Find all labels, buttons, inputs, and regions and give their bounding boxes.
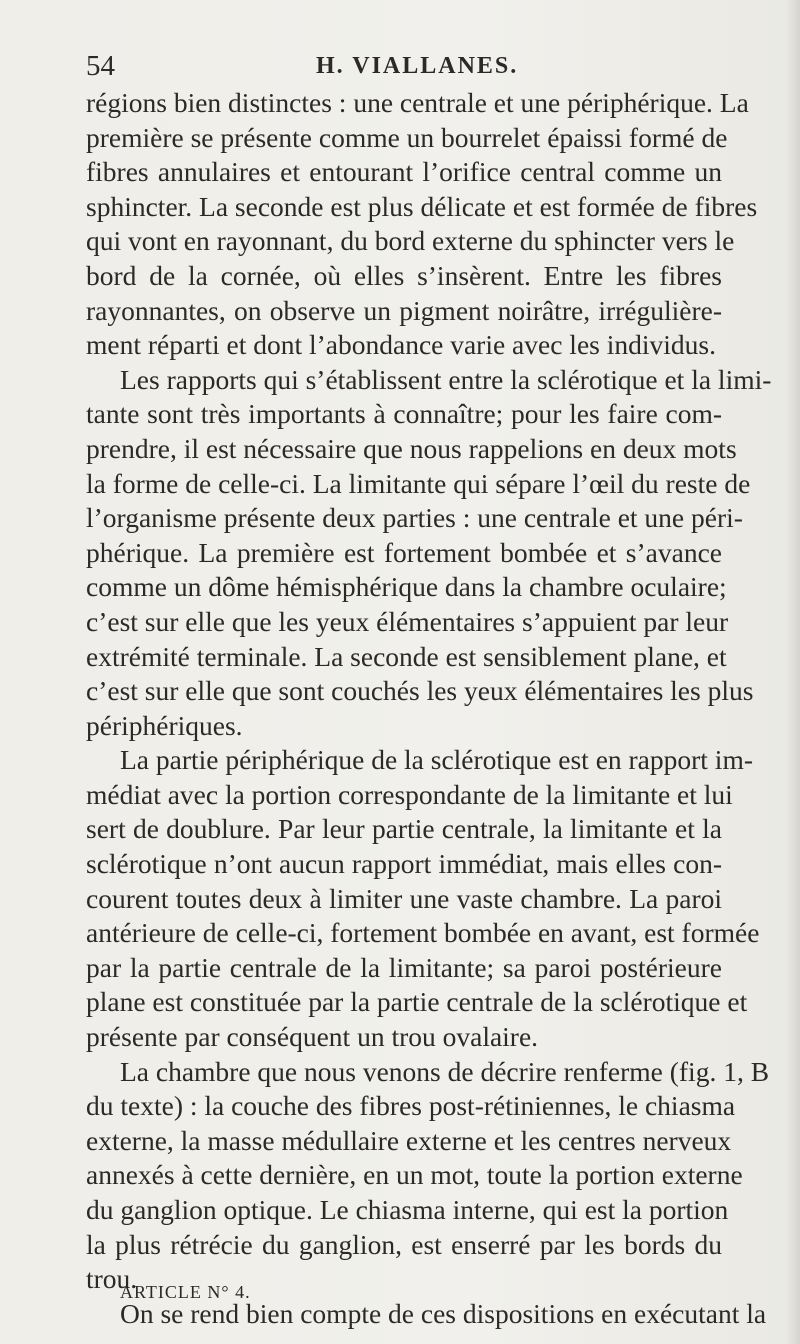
article-signature: ARTICLE N° 4. [120, 1282, 251, 1302]
text-line: Les rapports qui s’établissent entre la sclérotique et la limi- [120, 363, 772, 395]
text-line: La partie périphérique de la sclérotique est en rapport im- [120, 744, 753, 776]
text-line: comme un dôme hémisphérique dans la chambre oculaire; [86, 571, 727, 603]
text-line: c’est sur elle que sont couchés les yeux élémentaires les plus [86, 675, 754, 707]
text-line: annexés à cette dernière, en un mot, toute la portion externe [86, 1159, 743, 1191]
text-line: La chambre que nous venons de décrire renferme (fig. 1, B [120, 1055, 770, 1087]
text-line: antérieure de celle-ci, fortement bombée en avant, est formée [86, 917, 760, 949]
text-line: externe, la masse médullaire externe et les centres nerveux [86, 1124, 732, 1156]
text-line: courent toutes deux à limiter une vaste chambre. La paroi [86, 882, 722, 914]
text-line: qui vont en rayonnant, du bord externe du sphincter vers le [86, 225, 735, 257]
text-line: sclérotique n’ont aucun rapport immédiat, mais elles con- [86, 848, 722, 880]
running-head [86, 46, 706, 86]
text-line: présente par conséquent un trou ovalaire. [86, 1021, 539, 1053]
text-line: sphincter. La seconde est plus délicate et est formée de fibres [86, 190, 758, 222]
text-line: du ganglion optique. Le chiasma interne, qui est la portion [86, 1194, 729, 1225]
text-line: régions bien distinctes : une centrale et une périphérique. La [86, 87, 749, 118]
page-number: 54 [86, 50, 115, 82]
text-line: phérique. La première est fortement bombée et s’avance [86, 536, 722, 568]
text-line: du texte) : la couche des fibres post-rétiniennes, le chiasma [86, 1090, 736, 1122]
text-line: On se rend bien compte de ces dispositions en exécutant la [120, 1297, 767, 1329]
body-text [86, 86, 772, 1331]
text-line: fibres annulaires et entourant l’orifice central comme un [86, 156, 722, 188]
text-line: bord de la cornée, où elles s’insèrent. Entre les fibres [86, 259, 722, 291]
text-line: prendre, il est nécessaire que nous rappelions en deux mots [86, 432, 737, 464]
text-line: l’organisme présente deux parties : une centrale et une péri- [86, 502, 743, 534]
text-line: par la partie centrale de la limitante; sa paroi postérieure [86, 951, 722, 983]
text-line: tante sont très importants à connaître; pour les faire com- [86, 398, 722, 430]
text-line: c’est sur elle que les yeux élémentaires s’appuient par leur [86, 605, 729, 637]
text-line: la forme de celle-ci. La limitante qui sépare l’œil du reste de [86, 467, 751, 499]
text-line: médiat avec la portion correspondante de la limitante et lui [86, 778, 733, 810]
text-line: rayonnantes, on observe un pigment noirâtre, irrégulière- [86, 294, 722, 326]
text-line: sert de doublure. Par leur partie centrale, la limitante et la [86, 813, 722, 845]
page-edge-shadow [786, 0, 800, 1344]
text-line: extrémité terminale. La seconde est sensiblement plane, et [86, 640, 727, 672]
text-line: plane est constituée par la partie centrale de la sclérotique et [86, 986, 748, 1018]
running-title: H. VIALLANES. [316, 53, 519, 79]
text-line: trou. [86, 1263, 138, 1295]
text-line: la plus rétrécie du ganglion, est enserré par les bords du [86, 1228, 722, 1260]
text-line: ment réparti et dont l’abondance varie avec les individus. [86, 329, 716, 361]
text-line: périphériques. [86, 709, 243, 741]
text-line: première se présente comme un bourrelet épaissi formé de [86, 121, 728, 153]
